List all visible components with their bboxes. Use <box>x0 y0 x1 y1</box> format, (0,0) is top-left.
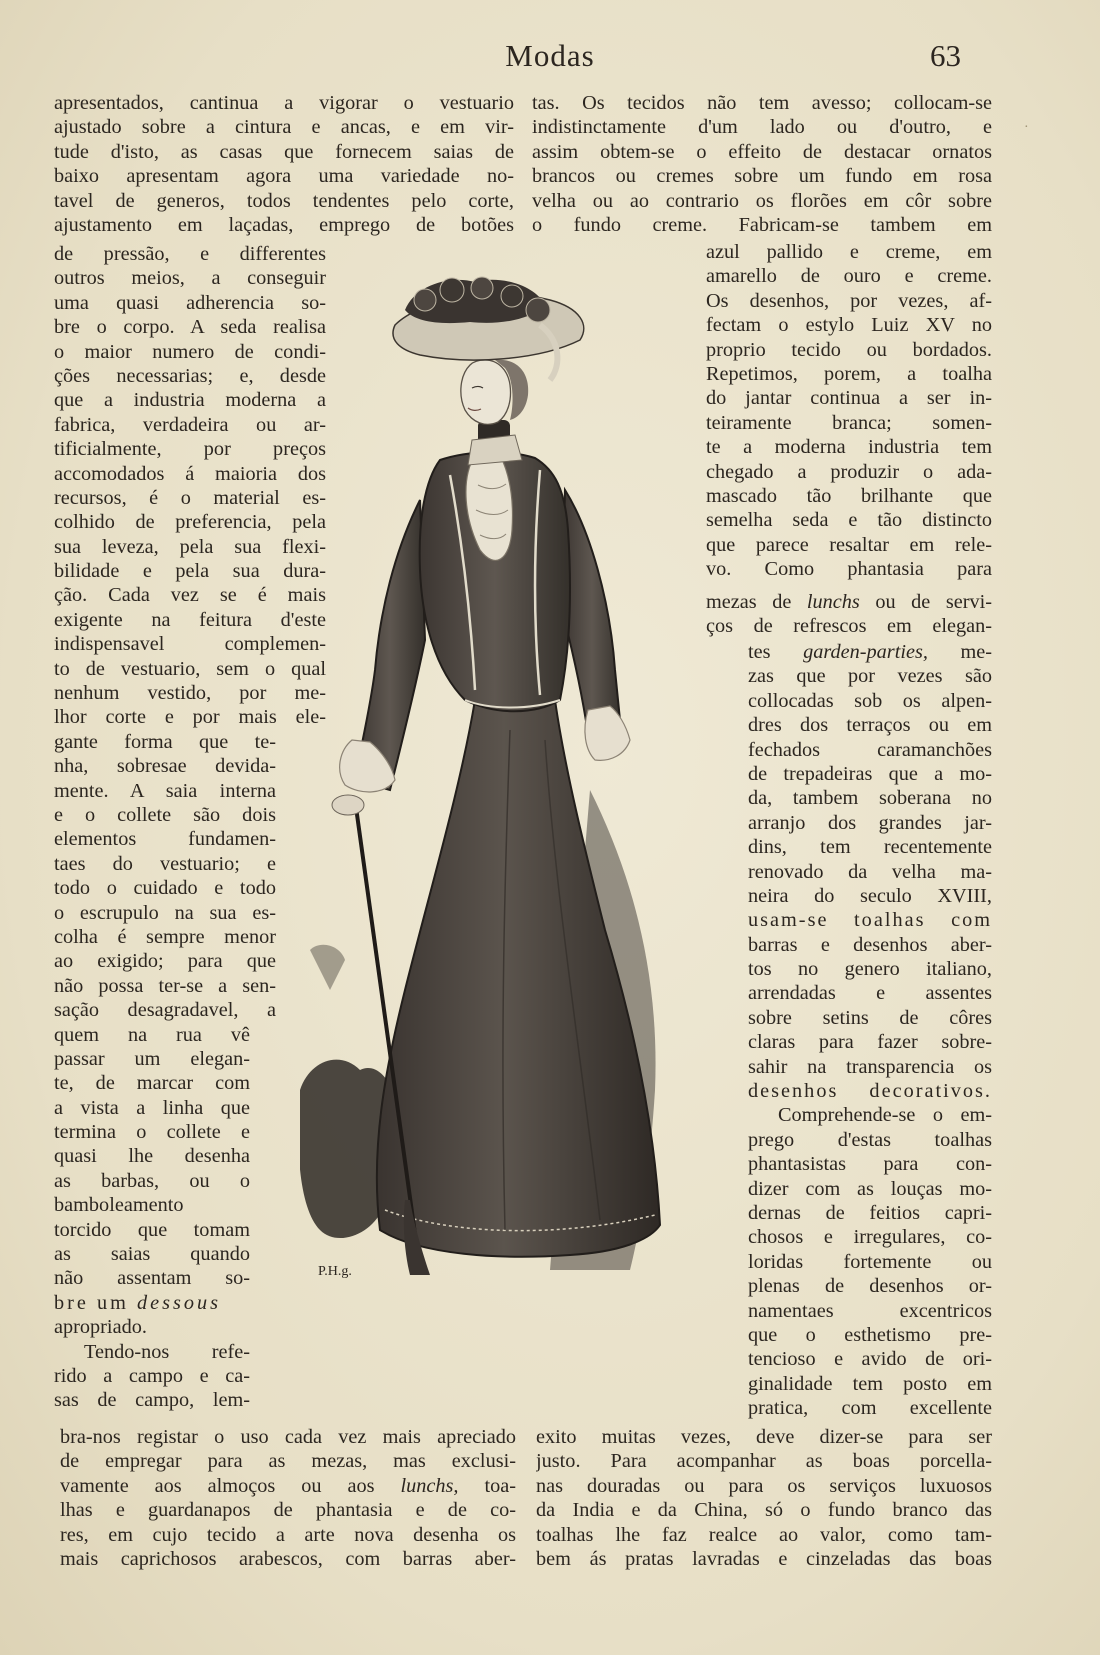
text-line: neira do seculo XVIII, <box>748 884 992 907</box>
text-line: de trepadeiras que a mo- <box>748 762 992 785</box>
text-line: mente. A saia interna <box>54 779 276 802</box>
hat-flower <box>471 277 493 299</box>
text-line: arranjo dos grandes jar- <box>748 811 992 834</box>
text-line: collocadas sob os alpen- <box>748 689 992 712</box>
text-line: taes do vestuario; e <box>54 852 276 875</box>
left-column-wrap <box>54 242 326 1413</box>
text-line: ços de refrescos em elegan- <box>706 615 992 638</box>
text-line: quasi lhe desenha <box>54 1145 250 1168</box>
text-run: me- <box>927 641 992 663</box>
text-line: sua leveza, pela sua flexi- <box>54 535 326 558</box>
text-line: sobre setins de côres <box>748 1006 992 1029</box>
text-line: colha é sempre menor <box>54 925 276 948</box>
margin-mark: · <box>1024 120 1029 135</box>
text-line: quem na rua vê <box>54 1023 250 1046</box>
text-line: as saias quando <box>54 1243 250 1266</box>
hat-flower <box>501 285 523 307</box>
text-line: Tendo-nos refe- <box>84 1340 250 1363</box>
text-line: justo. Para acompanhar as boas porcella- <box>536 1450 992 1473</box>
text-line: azul pallido e creme, em <box>706 241 992 263</box>
text-line: loridas fortemente ou <box>748 1250 992 1273</box>
text-line: indistinctamente d'um lado ou d'outro, e <box>532 116 992 139</box>
text-line: fectam o estylo Luiz XV no <box>706 314 992 337</box>
text-line: e o collete são dois <box>54 803 276 826</box>
text-run: vamente aos almoços ou aos <box>60 1474 401 1497</box>
text-line: dins, tem recentemente <box>748 836 992 859</box>
background-shadow <box>310 945 345 990</box>
text-line: da, tambem soberana no <box>748 787 992 810</box>
text-line: usam-se toalhas com <box>748 909 992 932</box>
text-line: chosos e irregulares, co- <box>748 1226 992 1249</box>
italic-word: lunchs <box>806 591 860 613</box>
neck-bow <box>468 435 522 465</box>
text-line: claras para fazer sobre- <box>748 1031 992 1054</box>
text-line: bilidade e pela sua dura- <box>54 560 326 583</box>
text-line: uma quasi adherencia so- <box>54 291 326 314</box>
text-line: ção. Cada vez se é mais <box>54 584 326 607</box>
text-line: teiramente branca; somen- <box>706 411 992 434</box>
artist-signature: P.H.g. <box>318 1264 352 1279</box>
text-line <box>54 1291 250 1315</box>
text-line: exigente na feitura d'este <box>54 608 326 631</box>
text-line: assim obtem-se o effeito de destacar ornatos <box>532 140 992 163</box>
text-line: dizer com as louças mo- <box>748 1177 992 1200</box>
text-line <box>748 640 992 664</box>
text-line: chegado a produzir o ada- <box>706 460 992 483</box>
text-line: mascado tão brilhante que <box>706 484 992 507</box>
text-line: lhor corte e por mais ele- <box>54 706 326 729</box>
text-run: tes <box>748 641 804 663</box>
text-line: ções necessarias; e, desde <box>54 364 326 387</box>
left-hand <box>332 795 364 815</box>
text-line: torcido que tomam <box>54 1218 250 1241</box>
text-line: não assentam so- <box>54 1267 250 1290</box>
text-line: o fundo creme. Fabricam-se tambem em <box>532 213 992 236</box>
text-line: desenhos decorativos. <box>748 1080 992 1103</box>
text-line: dres dos terraços ou em <box>748 714 992 737</box>
text-line: bamboleamento <box>54 1194 184 1217</box>
text-line: rido a campo e ca- <box>54 1364 250 1387</box>
fashion-illustration <box>300 270 720 1350</box>
hat-flower <box>440 278 464 302</box>
text-line: apropriado. <box>54 1316 147 1339</box>
text-line: ajustado sobre a cintura e ancas, e em vir- <box>54 116 514 139</box>
text-line: tude d'isto, as casas que fornecem saias de <box>54 140 514 163</box>
text-line: todo o cuidado e todo <box>54 877 276 900</box>
text-line: tificialmente, por preços <box>54 438 326 461</box>
text-line: nha, sobresae devida- <box>54 755 276 778</box>
text-line: de pressão, e differentes <box>54 243 326 265</box>
text-run: bre um <box>54 1291 137 1314</box>
text-line: tencioso e avido de ori- <box>748 1348 992 1371</box>
italic-word: garden-parties, <box>803 641 928 663</box>
text-line: te a moderna industria tem <box>706 436 992 459</box>
text-line: zas que por vezes são <box>748 665 992 688</box>
text-line: dernas de feitios capri- <box>748 1201 992 1224</box>
text-line: amarello de ouro e creme. <box>706 265 992 288</box>
text-line: Repetimos, porem, a toalha <box>706 362 992 385</box>
right-column-narrow <box>748 640 992 1421</box>
text-line: velha ou ao contrario os florões em côr sobre <box>532 189 992 212</box>
text-line: apresentados, cantinua a vigorar o vestuario <box>54 92 514 114</box>
text-line: te, de marcar com <box>54 1072 250 1095</box>
page-header-title: Modas <box>505 38 595 73</box>
text-line: bre o corpo. A seda realisa <box>54 316 326 339</box>
text-line: to de vestuario, sem o qual <box>54 657 326 680</box>
text-line: o escrupulo na sua es- <box>54 901 276 924</box>
text-line: as barbas, ou o <box>54 1169 250 1192</box>
text-line: tas. Os tecidos não tem avesso; collocam-se <box>532 92 992 114</box>
text-line: bem ás pratas lavradas e cinzeladas das boas <box>536 1547 992 1570</box>
text-line: phantasistas para con- <box>748 1153 992 1176</box>
text-line: sação desagradavel, a <box>54 999 276 1022</box>
text-line: namentaes excentricos <box>748 1299 992 1322</box>
text-line: que o esthetismo pre- <box>748 1323 992 1346</box>
text-line: do jantar continua a ser in- <box>706 387 992 410</box>
text-line: exito muitas vezes, deve dizer-se para ser <box>536 1426 992 1448</box>
text-line: mais caprichosos arabescos, com barras aber- <box>60 1547 516 1570</box>
text-line: vo. Como phantasia para <box>706 558 992 581</box>
text-line: passar um elegan- <box>54 1047 250 1070</box>
text-line: prego d'estas toalhas <box>748 1128 992 1151</box>
text-line: toalhas lhe faz realce ao valor, como tam- <box>536 1523 992 1546</box>
text-line: barras e desenhos aber- <box>748 933 992 956</box>
text-line: gante forma que te- <box>54 730 276 753</box>
text-line: proprio tecido ou bordados. <box>706 338 992 361</box>
right-column-bottom <box>536 1425 992 1571</box>
text-line: arrendadas e assentes <box>748 982 992 1005</box>
text-line: Comprehende-se o em- <box>778 1104 992 1127</box>
text-line: sas de campo, lem- <box>54 1389 250 1412</box>
text-line: sahir na transparencia os <box>748 1055 992 1078</box>
text-line: ajustamento em laçadas, emprego de botões <box>54 213 514 236</box>
text-line: não possa ter-se a sen- <box>54 974 276 997</box>
text-line: tavel de generos, todos tendentes pelo corte, <box>54 189 514 212</box>
text-line: semelha seda e tão distincto <box>706 509 992 532</box>
text-run: toa- <box>458 1474 516 1497</box>
text-line: accomodados á maioria dos <box>54 462 326 485</box>
text-line: res, em cujo tecido a arte nova desenha os <box>60 1523 516 1546</box>
text-line: ao exigido; para que <box>54 950 276 973</box>
text-line: Os desenhos, por vezes, af- <box>706 289 992 312</box>
text-line: tos no genero italiano, <box>748 958 992 981</box>
hat-flower <box>414 289 436 311</box>
text-line: da India e da China, só o fundo branco das <box>536 1499 992 1522</box>
text-line: de empregar para as mezas, mas exclusi- <box>60 1450 516 1473</box>
text-line: ginalidade tem posto em <box>748 1372 992 1395</box>
right-cuff-lace <box>585 706 630 760</box>
italic-word: dessous <box>136 1291 222 1314</box>
text-line: elementos fundamen- <box>54 828 276 851</box>
italic-word: lunchs, <box>400 1474 459 1497</box>
page-number: 63 <box>930 38 961 73</box>
text-line: nenhum vestido, por me- <box>54 682 326 705</box>
text-line: pratica, com excellente <box>748 1397 992 1420</box>
text-line: fabrica, verdadeira ou ar- <box>54 413 326 436</box>
text-line: recursos, é o material es- <box>54 486 326 509</box>
text-line: fechados caramanchões <box>748 738 992 761</box>
text-line: que a industria moderna a <box>54 389 326 412</box>
text-run: ou de servi- <box>859 591 992 613</box>
text-line: lhas e guardanapos de phantasia e de co- <box>60 1499 516 1522</box>
text-line: renovado da velha ma- <box>748 860 992 883</box>
text-line <box>60 1474 516 1498</box>
hat-flower <box>526 298 550 322</box>
text-line: colhido de preferencia, pela <box>54 511 326 534</box>
left-column-top <box>54 91 514 237</box>
face <box>461 360 511 424</box>
text-line: o maior numero de condi- <box>54 340 326 363</box>
right-column-wrap <box>706 240 992 581</box>
text-run: mezas de <box>706 591 807 613</box>
text-line: termina o collete e <box>54 1121 250 1144</box>
dress-skirt <box>377 700 660 1257</box>
text-line: que parece resaltar em rele- <box>706 533 992 556</box>
text-line: outros meios, a conseguir <box>54 267 326 290</box>
text-line: nas douradas ou para os serviços luxuosos <box>536 1474 992 1497</box>
right-column-top <box>532 91 992 237</box>
left-column-bottom <box>60 1425 516 1571</box>
text-line: brancos ou cremes sobre um fundo em rosa <box>532 165 992 188</box>
text-line: plenas de desenhos or- <box>748 1275 992 1298</box>
text-line: baixo apresentam agora uma variedade no- <box>54 165 514 188</box>
text-line: a vista a linha que <box>54 1096 250 1119</box>
text-line: bra-nos registar o uso cada vez mais apreciado <box>60 1426 516 1448</box>
text-line: indispensavel complemen- <box>54 633 326 656</box>
